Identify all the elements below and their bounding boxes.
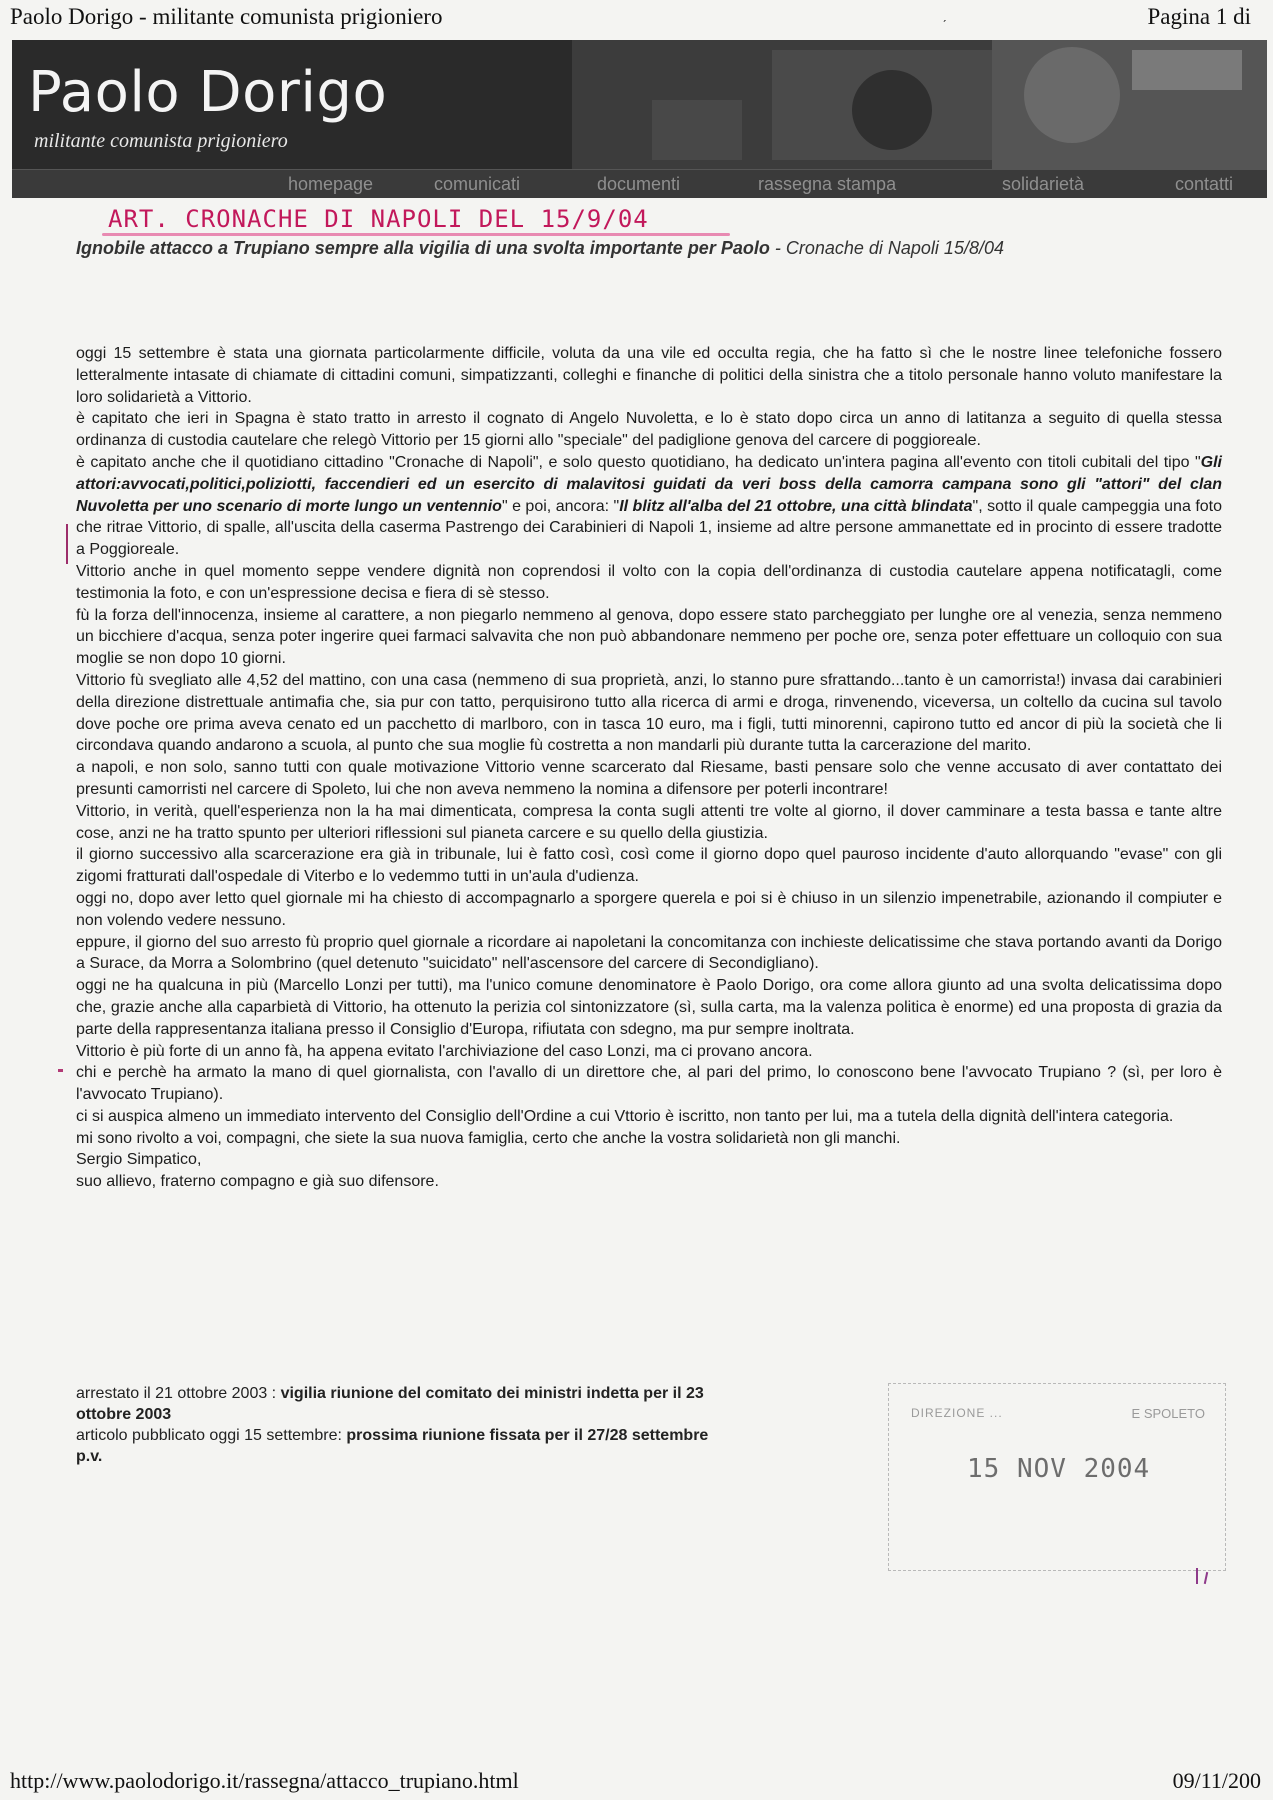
paragraph-with-quotes [76,452,1222,561]
quoted-headline-2: Il blitz all'alba del 21 ottobre, una città blindata [619,497,973,515]
paragraph: a napoli, e non solo, sanno tutti con quale motivazione Vittorio venne scarcerato dal Riesame, basti pensare solo che venne accusato di aver contattato dei presunti camorristi nel carcere di Spoleto, lui che non aveva nemmeno la nomina a difensore per poterli incontrare! [76,759,1222,798]
print-page-title: Paolo Dorigo - militante comunista prigioniero [10,4,443,29]
signature-name: Sergio Simpatico, [76,1151,202,1169]
note-arrest [76,1383,736,1425]
paragraph: eppure, il giorno del suo arresto fù proprio quel giornale a ricordare ai napoletani la concomitanza con inchieste delicatissime che stava portando avanti da Dorigo a Surace, da Morra a Solombrino (quel detenuto "suicidato" nell'ascensore del carcere di Secondigliano). [76,933,1222,973]
stamp-date: 15 NOV 2004 [967,1454,1151,1484]
quoted-headline-1: Gli attori:avvocati,politici,poliziotti, faccendieri ed un esercito di malavitosi guidati da veri boss della camorra campana sono gli "attori" del clan Nuvoletta per uno scenario di morte lungo un ventennio [76,453,1222,515]
stamp-place: E SPOLETO [1131,1406,1205,1421]
handwritten-annotation: ART. CRONACHE DI NAPOLI DEL 15/9/04 [108,205,649,233]
nav-homepage[interactable]: homepage [288,174,374,194]
site-tagline: militante comunista prigioniero [34,130,288,152]
pen-mark [1204,1572,1208,1584]
paragraph-text: " e poi, ancora: " [501,497,620,515]
stamp-office: DIREZIONE ... [911,1406,1003,1420]
paragraph: oggi ne ha qualcuna in più (Marcello Lonzi per tutti), ma l'unico comune denominatore è Paolo Dorigo, ora come allora giunto ad una svolta delicatissima dopo che, grazie anche alla caparbietà di Vittorio, ha ottenuto la perizia col sintonizzatore (sì, sulla carta, ma la valenza politica è enorme) ed una proposta di grazia da parte della rappresentanza italiana presso il Consiglio d'Europa, rifiutata con sdegno, ma pur sempre inoltrata. [76,977,1222,1038]
margin-pen-dot [58,1069,63,1072]
paragraph: Vittorio è più forte di un anno fà, ha appena evitato l'archiviazione del caso Lonzi, ma ci provano ancora. [76,1042,813,1060]
note-emphasis: vigilia riunione del comitato dei ministri indetta per il 23 ottobre 2003 [76,1385,704,1423]
paragraph: Vittorio, in verità, quell'esperienza non la ha mai dimenticata, compresa la conta sugli attenti tre volte al giorno, il dover camminare a testa bassa e tante altre cose, anzi ne ha tratto spunto per ulteriori riflessioni sul pianeta carcere e su quello della giustizia. [76,802,1222,842]
paragraph: mi sono rivolto a voi, compagni, che siete la sua nuova famiglia, certo che anche la vostra solidarietà non gli manchi. [76,1129,901,1147]
print-footer-date: 09/11/200 [1172,1768,1261,1793]
site-banner [12,40,1267,198]
received-stamp [888,1383,1226,1571]
article-notes [76,1383,736,1467]
signature-role: suo allievo, fraterno compagno e già suo difensore. [76,1173,439,1191]
paragraph: chi e perchè ha armato la mano di quel giornalista, con l'avallo di un direttore che, al pari del primo, lo conoscono bene l'avvocato Trupiano ? (sì, per loro è l'avvocato Trupiano). [76,1064,1222,1104]
site-name: Paolo Dorigo [28,60,388,125]
handwritten-underline [102,233,730,236]
scan-mark: ˏ [942,6,947,22]
paragraph: è capitato che ieri in Spagna è stato tratto in arresto il cognato di Angelo Nuvoletta, e lo è stato dopo circa un anno di latitanza a seguito di quella stessa ordinanza di custodia cautelare che relegò Vittorio per 15 giorni allo "speciale" del padiglione genova del carcere di poggioreale. [76,410,1222,450]
nav-documenti[interactable]: documenti [597,174,681,194]
nav-contatti[interactable]: contatti [1175,174,1234,194]
paragraph: Vittorio fù svegliato alle 4,52 del mattino, con una casa (nemmeno di sua proprietà, anzi, lo stanno pure sfrattando...tanto è un camorrista!) invasa dai carabinieri della direzione distrettuale antimafia che, sia pur con tatto, perquisirono tutto alla ricerca di armi e droga, rinvenendo, viceversa, un coltello da cucina sul tavolo dove poche ore prima aveva cenato ed un pacchetto di marlboro, con in tasca 10 euro, ma i figli, tutti minorenni, capirono tutto ed ancor di più la società che li circondava quando andarono a scuola, al punto che sua moglie fù costretta a non mandarli più durante tutta la carcerazione del marito. [76,671,1222,755]
paragraph: oggi no, dopo aver letto quel giornale mi ha chiesto di accompagnarlo a sporgere querela e poi si è chiuso in un silenzio impenetrabile, azionando il compiuter e non volendo vedere nessuno. [76,889,1222,929]
headline-title: Ignobile attacco a Trupiano sempre alla vigilia di una svolta importante per Paolo [76,238,770,258]
nav-comunicati[interactable]: comunicati [434,174,521,194]
print-page-number: Pagina 1 di [1147,4,1251,29]
headline-source: - Cronache di Napoli 15/8/04 [769,238,1004,258]
note-text: articolo pubblicato oggi 15 settembre: [76,1427,347,1444]
paragraph: Vittorio anche in quel momento seppe vendere dignità non coprendosi il volto con la copia dell'ordinanza di custodia cautelare appena notificatagli, come testimonia la foto, e con un'espressione decisa e fiera di sè stesso. [76,562,1222,602]
paragraph: il giorno successivo alla scarcerazione era già in tribunale, lui è fatto così, così come il giorno dopo quel pauroso incidente d'auto allorquando "evase" con gli zigomi fratturati dall'ospedale di Viterbo e lo vedemmo tutti in un'aula d'udienza. [76,846,1222,886]
margin-pen-mark [66,524,68,564]
print-footer-url: http://www.paolodorigo.it/rassegna/attacco_trupiano.html [10,1768,519,1793]
paragraph: ci si auspica almeno un immediato intervento del Consiglio dell'Ordine a cui Vttorio è iscritto, non tanto per lui, ma a tutela della dignità dell'intera categoria. [76,1107,1174,1125]
main-nav [12,169,1267,198]
note-text: arrestato il 21 ottobre 2003 : [76,1385,281,1402]
paragraph: oggi 15 settembre è stata una giornata particolarmente difficile, voluta da una vile ed occulta regia, che ha fatto sì che le nostre linee telefoniche fossero letteralmente intasate di chiamate di cittadini comuni, simpatizzanti, colleghi e finanche di politici della sinistra che a titolo personale hanno voluto manifestare la loro solidarietà a Vittorio. [76,345,1222,406]
note-publication [76,1425,736,1467]
nav-rassegna-stampa[interactable]: rassegna stampa [758,174,897,194]
note-emphasis: prossima riunione fissata per il 27/28 settembre p.v. [76,1427,709,1465]
pen-mark [1196,1568,1198,1584]
nav-solidarieta[interactable]: solidarietà [1002,174,1085,194]
paragraph: fù la forza dell'innocenza, insieme al carattere, a non piegarlo nemmeno al genova, dopo essere stato parcheggiato per lunghe ore al venezia, senza nemmeno un bicchiere d'acqua, senza poter ingerire quei farmaci salvavita che non può abbandonare nemmeno per poche ore, senza poter effettuare un colloquio con sua moglie se non dopo 10 giorni. [76,606,1222,668]
print-header [0,0,1273,36]
article-body [76,343,1222,1193]
paragraph-text: ", sotto il quale campeggia una foto che ritrae Vittorio, di spalle, all'uscita della caserma Pastrengo dei Carabinieri di Napoli 1, insieme ad altre persone ammanettate ed in procinto di essere tradotte a Poggioreale. [76,497,1223,559]
article-headline [76,238,1226,259]
paragraph-text: è capitato anche che il quotidiano cittadino "Cronache di Napoli", e solo questo quotidiano, ha dedicato un'intera pagina all'evento con titoli cubitali del tipo " [76,453,1201,471]
